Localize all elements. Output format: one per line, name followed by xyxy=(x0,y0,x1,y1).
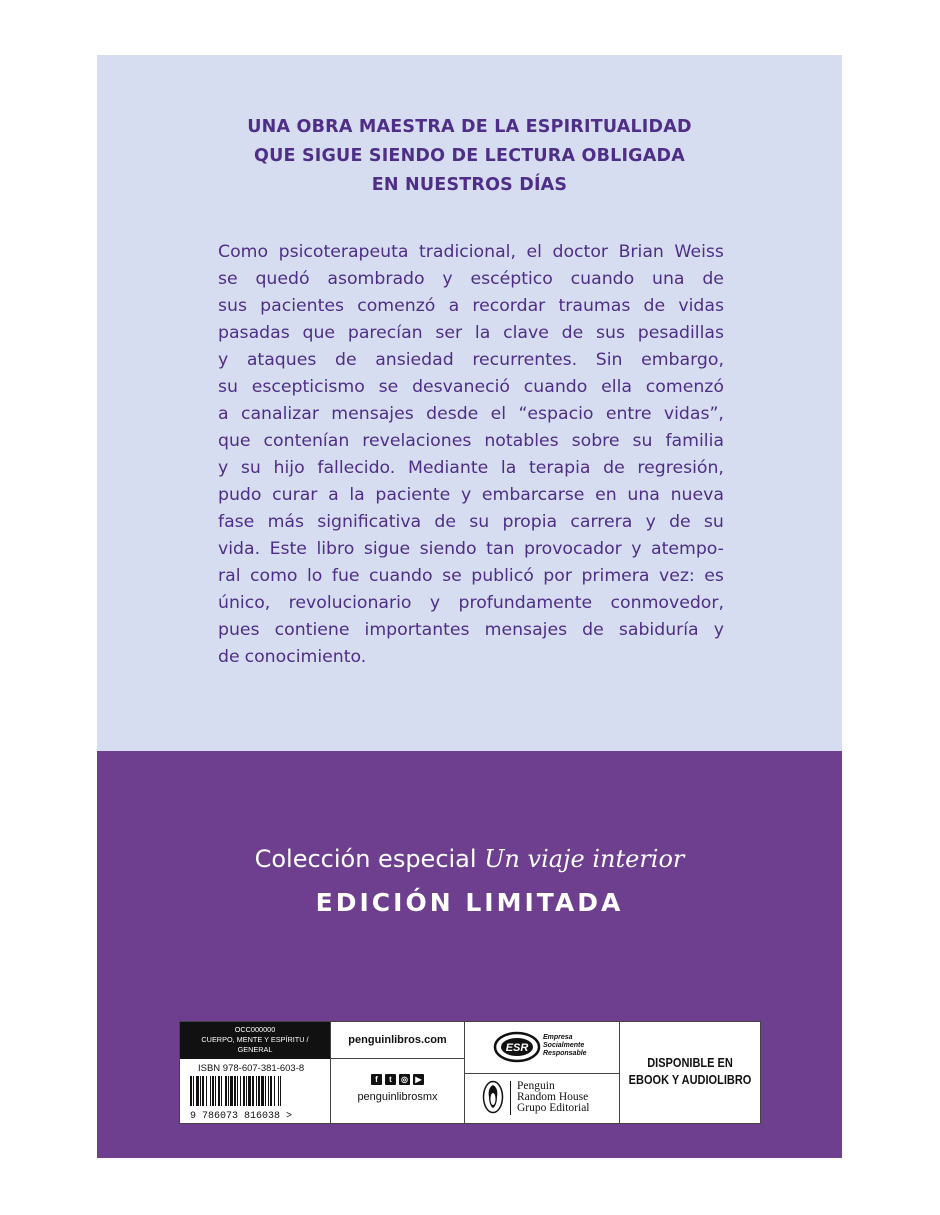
synopsis-word: sigue xyxy=(363,539,411,559)
synopsis-word: vidas xyxy=(678,296,724,316)
synopsis-word: escepticismo xyxy=(251,377,365,397)
synopsis-word: pesadillas xyxy=(637,323,724,343)
synopsis-word: pacientes xyxy=(260,296,345,316)
synopsis-word: tradicional, xyxy=(419,242,516,262)
synopsis-word: ella xyxy=(601,377,632,397)
synopsis-word: comenzó xyxy=(645,377,724,397)
edition-label: EDICIÓN LIMITADA xyxy=(315,888,624,917)
headline xyxy=(97,113,842,200)
synopsis-line xyxy=(218,428,724,455)
synopsis-line xyxy=(218,644,724,671)
synopsis-word: y xyxy=(460,485,472,505)
synopsis-word: entre xyxy=(605,404,652,424)
synopsis-word: y xyxy=(442,269,453,289)
facebook-icon[interactable]: f xyxy=(371,1074,382,1085)
synopsis-word: tan xyxy=(486,539,515,559)
publisher-divider xyxy=(510,1081,511,1115)
barcode-bar xyxy=(256,1076,257,1106)
synopsis-word: pasadas xyxy=(218,323,290,343)
synopsis-word: recordar xyxy=(472,296,546,316)
synopsis-word: fallecido. xyxy=(317,458,396,478)
synopsis-word: es xyxy=(704,566,724,586)
barcode-bar xyxy=(234,1076,236,1106)
synopsis-word: Este xyxy=(269,539,307,559)
synopsis-word: sabiduría xyxy=(618,620,699,640)
penguin-logo-icon xyxy=(482,1080,504,1114)
collection-series-name: Un viaje interior xyxy=(484,845,685,873)
synopsis-word: una xyxy=(652,269,685,289)
synopsis-word: regresión, xyxy=(637,458,724,478)
esr-line: Socialmente xyxy=(543,1042,585,1049)
synopsis-word: vida. xyxy=(218,539,261,559)
synopsis-word: fue xyxy=(331,566,360,586)
barcode-bar xyxy=(258,1076,260,1106)
synopsis-word: psicoterapeuta xyxy=(278,242,409,262)
barcode-bar xyxy=(193,1076,194,1106)
barcode-bar xyxy=(252,1076,254,1106)
synopsis-word: y xyxy=(218,350,229,370)
social-icons xyxy=(331,1074,464,1085)
barcode-bar xyxy=(196,1076,199,1106)
synopsis-word: ral xyxy=(218,566,241,586)
synopsis-word: más xyxy=(267,512,304,532)
synopsis-line xyxy=(218,320,724,347)
synopsis-word: a xyxy=(218,404,229,424)
synopsis-word: en xyxy=(595,485,617,505)
synopsis-word: profundamente xyxy=(458,593,593,613)
synopsis-word: revelaciones xyxy=(362,431,472,451)
publisher-line: Penguin xyxy=(517,1080,555,1092)
synopsis-word: paciente xyxy=(375,485,451,505)
synopsis-word: desde xyxy=(426,404,479,424)
synopsis-word: mensajes xyxy=(331,404,414,424)
synopsis-word: quedó xyxy=(255,269,310,289)
synopsis-word: el xyxy=(490,404,507,424)
barcode-bar xyxy=(200,1076,201,1106)
synopsis-word: la xyxy=(500,458,517,478)
synopsis-word: que xyxy=(302,323,336,343)
synopsis-word: traumas xyxy=(558,296,631,316)
esr-label xyxy=(543,1034,587,1058)
synopsis-word: carrera xyxy=(570,512,633,532)
synopsis-word: su xyxy=(469,512,490,532)
isbn-cell xyxy=(180,1022,331,1123)
synopsis-word: conocimiento. xyxy=(244,647,367,667)
synopsis-word: contiene xyxy=(274,620,350,640)
barcode-bar xyxy=(230,1076,233,1106)
category-line: GENERAL xyxy=(237,1045,273,1054)
synopsis-word: Sin xyxy=(595,350,623,370)
barcode-bar xyxy=(212,1076,214,1106)
synopsis-word: pues xyxy=(218,620,260,640)
synopsis-word: de xyxy=(218,647,240,667)
twitter-icon[interactable]: t xyxy=(385,1074,396,1085)
synopsis-line xyxy=(218,455,724,482)
barcode-bar xyxy=(248,1076,251,1106)
synopsis-word: se xyxy=(378,377,399,397)
synopsis-word: ansiedad xyxy=(375,350,454,370)
synopsis-word: de xyxy=(702,269,724,289)
barcode-bar xyxy=(240,1076,241,1106)
synopsis-word: primera xyxy=(581,566,650,586)
synopsis-word: clave xyxy=(503,323,549,343)
web-cell xyxy=(331,1022,465,1123)
synopsis-word: doctor xyxy=(552,242,609,262)
synopsis-panel xyxy=(97,55,842,751)
synopsis-word: vez: xyxy=(659,566,695,586)
barcode-bar xyxy=(210,1076,211,1106)
synopsis-word: y xyxy=(218,458,229,478)
synopsis-word: la xyxy=(349,485,365,505)
info-strip xyxy=(179,1021,761,1124)
publisher-line: Random House xyxy=(517,1091,589,1103)
synopsis-word: recurrentes. xyxy=(472,350,578,370)
barcode-bar xyxy=(221,1076,222,1106)
synopsis-word: de xyxy=(669,512,691,532)
synopsis-word: cuando xyxy=(570,269,635,289)
synopsis-word: vidas”, xyxy=(663,404,724,424)
synopsis-word: siendo xyxy=(419,539,477,559)
synopsis-word: familia xyxy=(665,431,724,451)
synopsis-word: de xyxy=(582,620,604,640)
barcode-bar xyxy=(270,1076,272,1106)
synopsis-word: su xyxy=(218,377,238,397)
synopsis-word: de xyxy=(434,512,457,532)
synopsis-word: Como xyxy=(218,242,269,262)
synopsis-word: su xyxy=(703,512,724,532)
synopsis-line xyxy=(218,482,724,509)
synopsis-line xyxy=(218,401,724,428)
synopsis-line xyxy=(218,239,724,266)
synopsis-word: se xyxy=(218,269,238,289)
synopsis-line xyxy=(218,293,724,320)
synopsis-word: la xyxy=(474,323,491,343)
synopsis-word: publicó xyxy=(471,566,534,586)
synopsis-line xyxy=(218,563,724,590)
synopsis-word: escéptico xyxy=(470,269,553,289)
collection-prefix: Colección especial xyxy=(254,845,477,873)
synopsis-word: importantes xyxy=(364,620,470,640)
barcode-bar xyxy=(218,1076,220,1106)
synopsis-word: fase xyxy=(218,512,255,532)
synopsis-word: asombrado xyxy=(327,269,425,289)
synopsis-word: que xyxy=(218,431,251,451)
synopsis-word: lo xyxy=(306,566,323,586)
synopsis-word: parecían xyxy=(347,323,423,343)
synopsis-word: de xyxy=(643,296,666,316)
synopsis-word: significativa xyxy=(317,512,422,532)
barcode-bar xyxy=(280,1076,281,1106)
synopsis-word: embarcarse xyxy=(481,485,585,505)
synopsis-word: sobre xyxy=(571,431,620,451)
synopsis-word: notables xyxy=(484,431,559,451)
barcode-bar xyxy=(274,1076,275,1106)
availability-line: DISPONIBLE EN xyxy=(647,1056,733,1070)
category-box xyxy=(180,1022,330,1059)
synopsis-line xyxy=(218,347,724,374)
synopsis-word: como xyxy=(250,566,298,586)
synopsis-line xyxy=(218,590,724,617)
synopsis-word: Weiss xyxy=(674,242,724,262)
synopsis-word: a xyxy=(448,296,460,316)
esr-line: Empresa xyxy=(543,1034,573,1041)
synopsis-word: nueva xyxy=(670,485,724,505)
barcode xyxy=(190,1076,322,1120)
publisher-logos-cell xyxy=(465,1022,620,1123)
synopsis-word: único, xyxy=(218,593,271,613)
barcode-bar xyxy=(190,1076,192,1106)
esr-logo xyxy=(493,1031,541,1063)
synopsis-word: cuando xyxy=(523,377,588,397)
synopsis-word: se xyxy=(442,566,462,586)
esr-line: Responsable xyxy=(543,1050,587,1057)
barcode-bar xyxy=(206,1076,207,1106)
barcode-bar xyxy=(202,1076,204,1106)
synopsis-word: hijo xyxy=(273,458,305,478)
synopsis-word: el xyxy=(526,242,542,262)
esr-badge xyxy=(465,1022,619,1074)
publisher-line: Grupo Editorial xyxy=(517,1102,590,1114)
synopsis-word: terapia xyxy=(529,458,591,478)
barcode-bar xyxy=(225,1076,227,1106)
synopsis-word: mensajes xyxy=(484,620,568,640)
synopsis-word: por xyxy=(543,566,572,586)
synopsis-word: cuando xyxy=(369,566,433,586)
headline-line: EN NUESTROS DÍAS xyxy=(371,175,568,195)
synopsis-word: Brian xyxy=(618,242,664,262)
isbn-number: ISBN 978-607-381-603-8 xyxy=(198,1063,305,1074)
synopsis-word: atempo- xyxy=(650,539,724,559)
synopsis-line xyxy=(218,374,724,401)
youtube-icon[interactable]: ▶ xyxy=(413,1074,424,1085)
synopsis-word: su xyxy=(632,431,653,451)
synopsis-word: sus xyxy=(218,296,247,316)
category-code: OCC000000 xyxy=(234,1025,276,1034)
barcode-bar xyxy=(243,1076,245,1106)
synopsis-word: y xyxy=(713,620,724,640)
availability-line: EBOOK Y AUDIOLIBRO xyxy=(628,1073,752,1087)
synopsis-word: de xyxy=(561,323,584,343)
publisher-name xyxy=(517,1081,590,1114)
website-link[interactable]: penguinlibros.com xyxy=(331,1022,464,1059)
synopsis-line xyxy=(218,536,724,563)
synopsis-line xyxy=(218,266,724,293)
synopsis-word: conmovedor, xyxy=(610,593,724,613)
synopsis-word: “espacio xyxy=(518,404,594,424)
barcode-bar xyxy=(268,1076,269,1106)
availability-cell xyxy=(620,1022,760,1123)
synopsis-word: una xyxy=(627,485,660,505)
synopsis-word: ataques xyxy=(246,350,317,370)
synopsis-word: sus xyxy=(596,323,626,343)
synopsis-word: comenzó xyxy=(357,296,436,316)
synopsis-word: embargo, xyxy=(641,350,724,370)
synopsis-word: pudo xyxy=(218,485,262,505)
headline-line: UNA OBRA MAESTRA DE LA ESPIRITUALIDAD xyxy=(247,117,692,137)
barcode-digits: 9 786073 816038 > xyxy=(190,1111,293,1120)
esr-logo-text: ESR xyxy=(505,1042,529,1054)
synopsis-word: canalizar xyxy=(240,404,319,424)
barcode-bar xyxy=(215,1076,216,1106)
instagram-icon[interactable]: ◎ xyxy=(399,1074,410,1085)
availability-note xyxy=(628,1055,751,1089)
headline-line: QUE SIGUE SIENDO DE LECTURA OBLIGADA xyxy=(254,146,685,166)
synopsis-word: a xyxy=(328,485,339,505)
social-handle: penguinlibrosmx xyxy=(357,1091,438,1103)
barcode-bar xyxy=(261,1076,264,1106)
synopsis-word: Mediante xyxy=(407,458,489,478)
synopsis-line xyxy=(218,509,724,536)
category-line: CUERPO, MENTE Y ESPÍRITU / xyxy=(201,1035,309,1044)
synopsis-word: de xyxy=(603,458,625,478)
synopsis-text xyxy=(218,239,724,671)
synopsis-word: contenían xyxy=(263,431,350,451)
synopsis-word: ser xyxy=(435,323,463,343)
barcode-bar xyxy=(246,1076,247,1106)
barcode-bar xyxy=(237,1076,238,1106)
synopsis-line xyxy=(218,617,724,644)
synopsis-word: libro xyxy=(316,539,355,559)
synopsis-word: y xyxy=(429,593,441,613)
barcode-bar xyxy=(228,1076,229,1106)
back-cover xyxy=(97,55,842,1158)
synopsis-word: revolucionario xyxy=(288,593,412,613)
synopsis-word: de xyxy=(334,350,357,370)
synopsis-word: su xyxy=(240,458,261,478)
barcode-bar xyxy=(278,1076,279,1106)
synopsis-word: desvaneció xyxy=(412,377,510,397)
barcode-bar xyxy=(265,1076,266,1106)
collection-title xyxy=(97,839,842,879)
synopsis-word: propia xyxy=(502,512,558,532)
synopsis-word: y xyxy=(645,512,656,532)
synopsis-word: provocador xyxy=(523,539,622,559)
synopsis-word: y xyxy=(631,539,642,559)
synopsis-word: curar xyxy=(272,485,318,505)
